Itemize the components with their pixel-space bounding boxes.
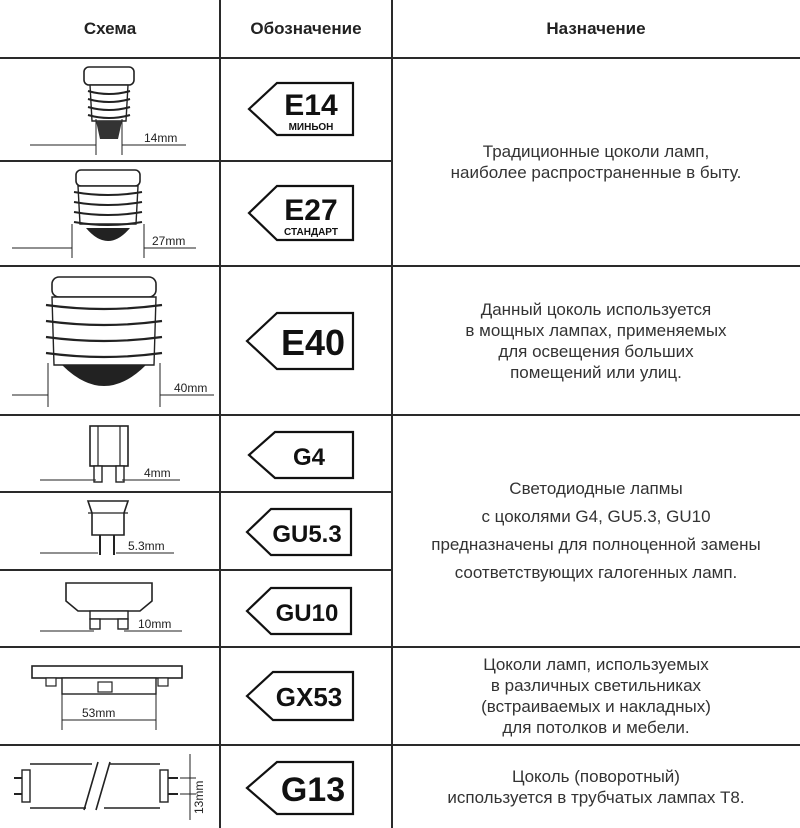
dimension-label: 27mm — [152, 234, 186, 248]
scheme-e40 — [0, 267, 219, 414]
description-line: в различных светильниках — [490, 676, 702, 695]
header-designation: Обозначение — [250, 19, 362, 38]
tag-code: G13 — [280, 771, 346, 809]
description-e40 — [392, 267, 800, 414]
tag-gu53 — [221, 493, 391, 569]
scheme-gu10 — [0, 571, 219, 646]
scheme-gx53 — [0, 648, 219, 744]
description-line: соответствующих галогенных ламп. — [454, 563, 738, 582]
tag-subtitle: СТАНДАРТ — [284, 227, 338, 238]
tag-g4 — [221, 416, 391, 491]
description-line: Цоколи ламп, используемых — [483, 655, 709, 674]
scheme-e27 — [0, 162, 219, 265]
description-line: помещений или улиц. — [510, 362, 682, 382]
dimension-label: 5.3mm — [128, 539, 165, 553]
scheme-gu53 — [0, 493, 219, 569]
description-line: используется в трубчатых лампах T8. — [447, 788, 745, 807]
description-gx53 — [392, 648, 800, 744]
description-traditional — [392, 59, 800, 265]
tag-code: E27 — [284, 194, 338, 227]
tag-e14 — [221, 59, 391, 160]
description-line: Традиционные цоколи ламп, — [482, 142, 710, 161]
tag-e40 — [221, 267, 391, 414]
dimension-label: 53mm — [82, 706, 116, 720]
header-purpose: Назначение — [546, 19, 646, 38]
dimension-label: 40mm — [174, 381, 208, 395]
description-line: Данный цоколь используется — [480, 299, 712, 319]
tag-code: E14 — [284, 89, 338, 122]
description-g13 — [392, 746, 800, 828]
dimension-label: 14mm — [144, 131, 178, 145]
tag-g13 — [221, 746, 391, 828]
description-line: предназначены для полноценной замены — [431, 535, 761, 554]
tag-gx53 — [221, 648, 391, 744]
dimension-label: 4mm — [144, 466, 171, 480]
scheme-e14 — [0, 59, 219, 160]
description-line: для потолков и мебели. — [502, 718, 690, 737]
description-line: Цоколь (поворотный) — [512, 767, 680, 786]
tag-code: G4 — [292, 444, 326, 471]
scheme-g4 — [0, 416, 219, 491]
description-line: Светодиодные лапмы — [509, 479, 683, 498]
tag-subtitle: МИНЬОН — [288, 122, 334, 133]
dimension-label: 10mm — [138, 617, 172, 631]
description-line: с цоколями G4, GU5.3, GU10 — [481, 507, 711, 526]
tag-gu10 — [221, 571, 391, 646]
description-line: в мощных лампах, применяемых — [465, 320, 727, 340]
tag-code: GX53 — [275, 682, 343, 712]
tag-e27 — [221, 162, 391, 265]
description-led — [392, 416, 800, 646]
tag-code: GU5.3 — [272, 521, 342, 548]
header-scheme: Схема — [83, 19, 137, 38]
tag-code: E40 — [280, 322, 346, 363]
description-line: наиболее распространенные в быту. — [450, 163, 742, 182]
description-line: для освещения больших — [498, 341, 694, 361]
description-line: (встраиваемых и накладных) — [481, 697, 711, 716]
scheme-g13 — [0, 746, 219, 828]
tag-code: GU10 — [275, 600, 339, 627]
dimension-label: 13mm — [192, 780, 206, 814]
